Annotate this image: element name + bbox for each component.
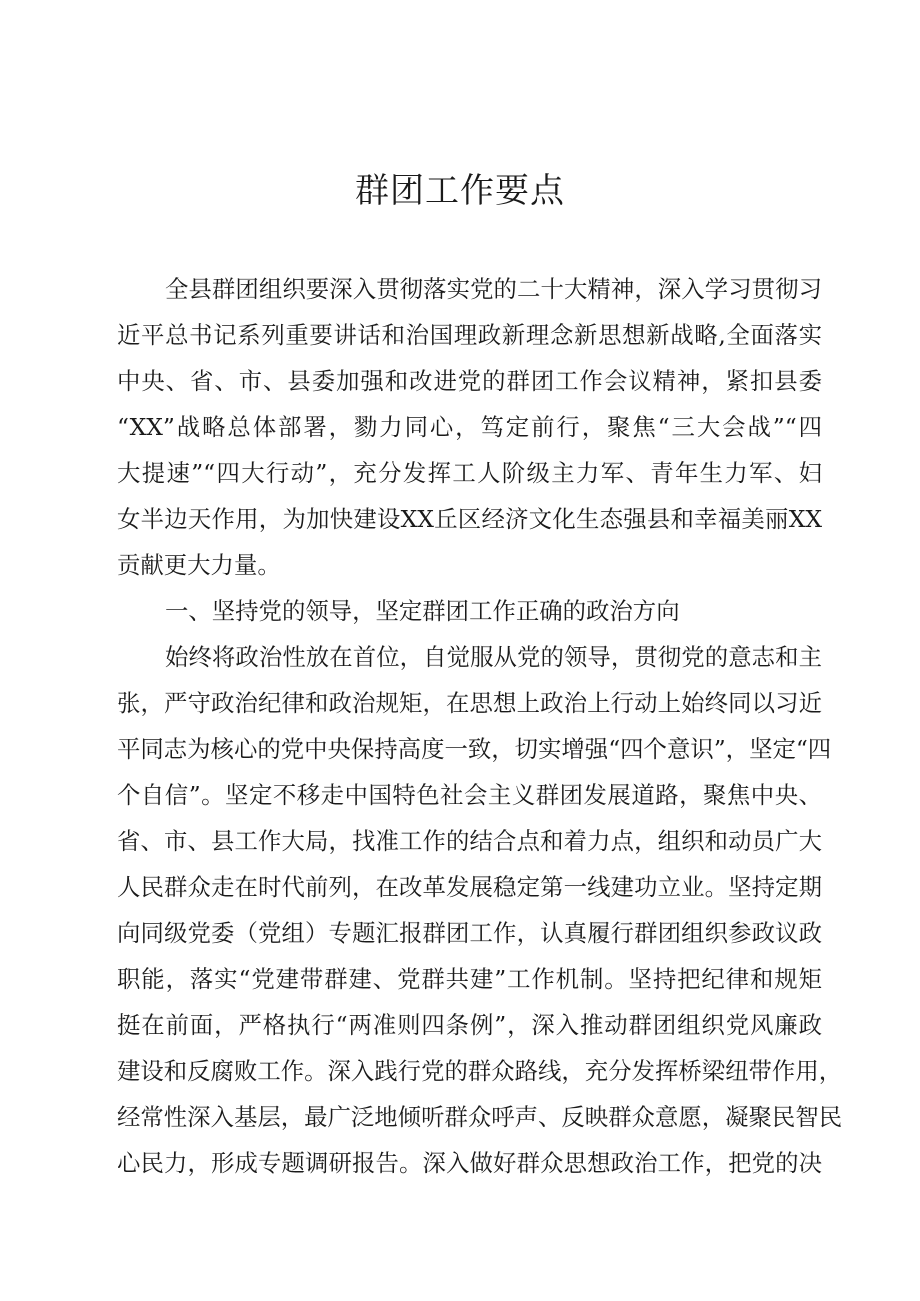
body-line: 人民群众走在时代前列，在改革发展稳定第一线建功立业。坚持定期 xyxy=(117,873,822,901)
body-line: 平同志为核心的党中央保持高度一致，切实增强“四个意识”，坚定“四 xyxy=(117,735,832,763)
body-line: 建设和反腐败工作。深入践行党的群众路线，充分发挥桥梁纽带作用， xyxy=(117,1057,843,1085)
section-heading: 一、坚持党的领导，坚定群团工作正确的政治方向 xyxy=(165,597,680,625)
intro-line: 中央、省、市、县委加强和改进党的群团工作会议精神，紧扣县委 xyxy=(117,367,822,395)
body-line: 心民力，形成专题调研报告。深入做好群众思想政治工作，把党的决 xyxy=(117,1149,822,1177)
intro-line: 女半边天作用，为加快建设XX丘区经济文化生态强县和幸福美丽XX xyxy=(117,505,822,533)
body-line: 向同级党委（党组）专题汇报群团工作，认真履行群团组织参政议政 xyxy=(117,919,822,947)
body-line: 个自信”。坚定不移走中国特色社会主义群团发展道路，聚焦中央、 xyxy=(117,781,822,809)
intro-line: 全县群团组织要深入贯彻落实党的二十大精神，深入学习贯彻习 xyxy=(165,275,822,303)
body-line: 经常性深入基层，最广泛地倾听群众呼声、反映群众意愿，凝聚民智民 xyxy=(117,1103,843,1131)
intro-line: “XX”战略总体部署，勠力同心，笃定前行，聚焦“三大会战”“四 xyxy=(117,413,822,441)
body-line: 张，严守政治纪律和政治规矩，在思想上政治上行动上始终同以习近 xyxy=(117,689,822,717)
document-title: 群团工作要点 xyxy=(355,171,565,211)
body-line: 始终将政治性放在首位，自觉服从党的领导，贯彻党的意志和主 xyxy=(165,643,822,671)
body-line: 挺在前面，严格执行“两准则四条例”，深入推动群团组织党风廉政 xyxy=(117,1011,822,1039)
body-line: 职能，落实“党建带群建、党群共建”工作机制。坚持把纪律和规矩 xyxy=(117,965,822,993)
body-line: 省、市、县工作大局，找准工作的结合点和着力点，组织和动员广大 xyxy=(117,827,822,855)
intro-line: 大提速”“四大行动”，充分发挥工人阶级主力军、青年生力军、妇 xyxy=(117,459,822,487)
intro-line: 贡献更大力量。 xyxy=(117,551,281,579)
intro-line: 近平总书记系列重要讲话和治国理政新理念新思想新战略,全面落实 xyxy=(117,321,822,349)
